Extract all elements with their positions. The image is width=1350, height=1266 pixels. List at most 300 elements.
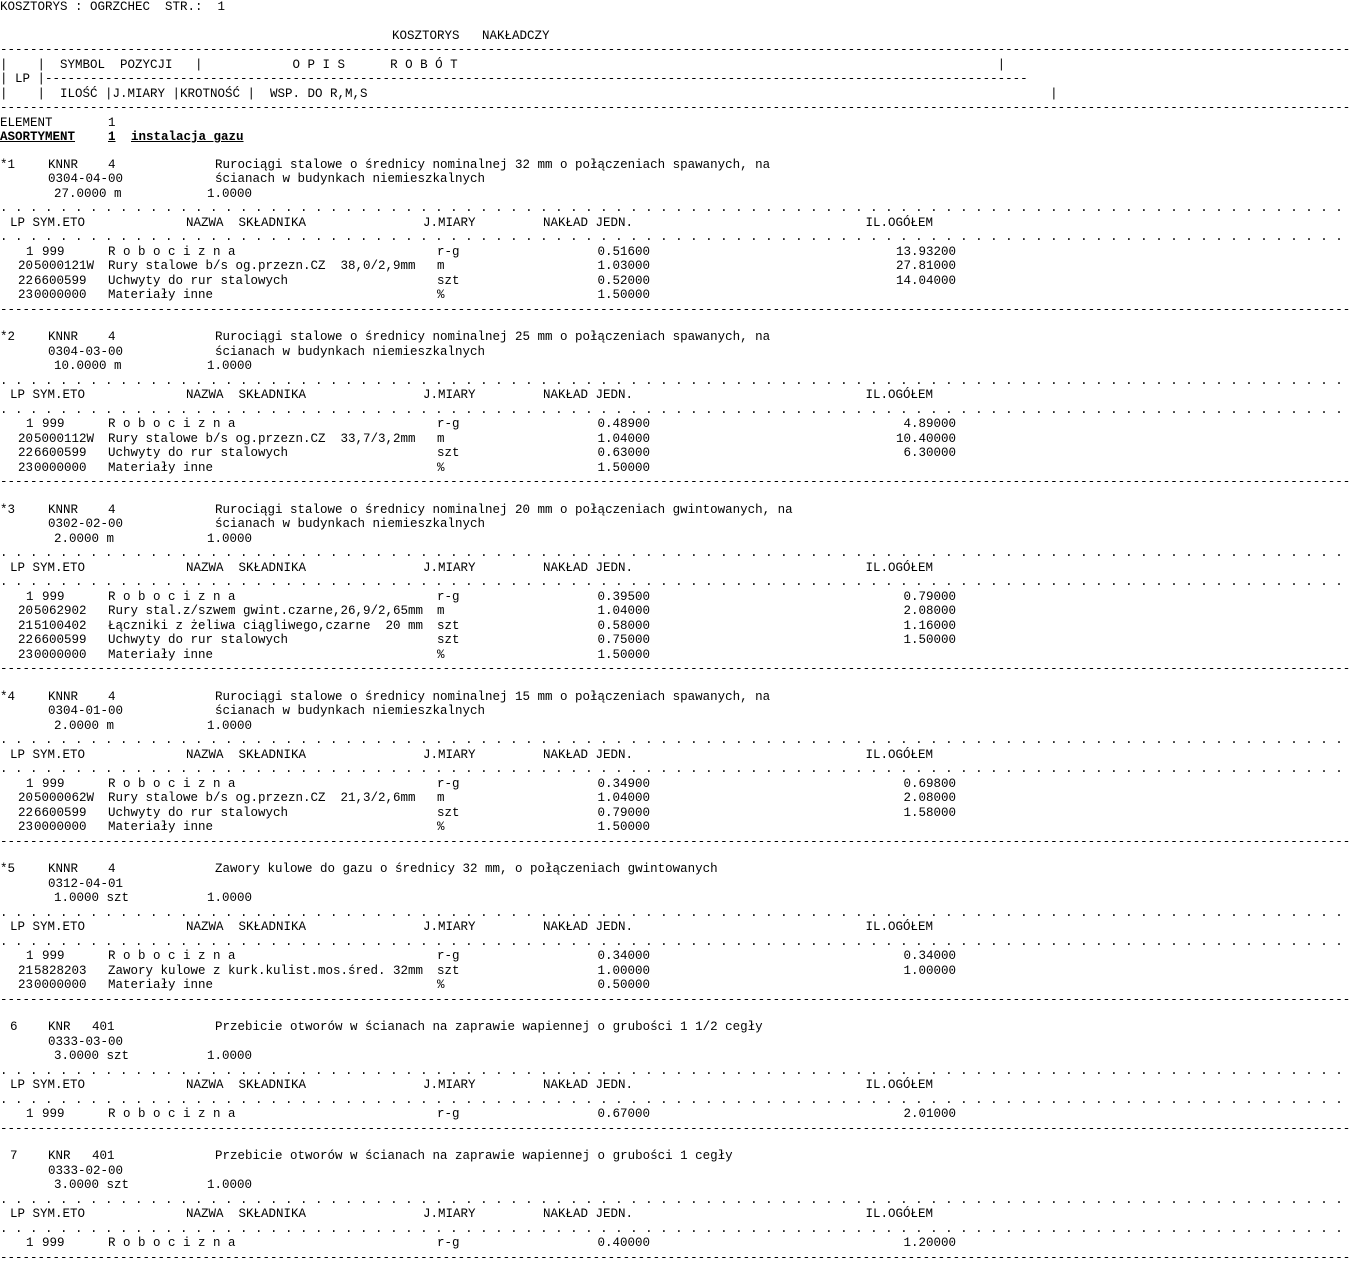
position-code-line xyxy=(0,1035,960,1050)
dotted-line xyxy=(0,230,1350,245)
resource-total: 2.01000 xyxy=(903,1107,956,1121)
dotted-rule: . . . . . . . . . . . . . . . . . . . . . . . . . . . . . . . . . . . . . . . . . . . . . . . . . . . . . . . . . . . . . . . . . . . . . . . . . . . . . . . . . . . . . . . . . . xyxy=(0,230,1350,244)
resource-norm: 1.04000 xyxy=(597,791,650,805)
position-description: Rurociągi stalowe o średnicy nominalnej 25 mm o połączeniach spawanych, na xyxy=(215,330,771,344)
col-header-norm: NAKŁAD JEDN. xyxy=(543,920,634,934)
col-header-name: NAZWA SKŁADNIKA xyxy=(186,215,307,230)
resource-row xyxy=(0,619,960,634)
dotted-line xyxy=(0,934,1350,950)
col-header-norm: NAKŁAD JEDN. xyxy=(543,1207,634,1221)
position-multiplier: 1.0000 xyxy=(207,359,253,373)
rule-line xyxy=(0,834,1350,850)
position-code-line xyxy=(0,172,960,187)
resource-total: 14.04000 xyxy=(895,273,956,288)
resource-name: Uchwyty do rur stalowych xyxy=(108,633,289,647)
dotted-rule: . . . . . . . . . . . . . . . . . . . . . . . . . . . . . . . . . . . . . . . . . . . . . . . . . . . . . . . . . . . . . . . . . . . . . . . . . . . . . . . . . . . . . . . . . . xyxy=(0,575,1350,589)
col-header-name: NAZWA SKŁADNIKA xyxy=(186,747,307,762)
resource-row xyxy=(0,417,960,432)
table-head-2 xyxy=(0,72,1028,87)
dotted-rule: . . . . . . . . . . . . . . . . . . . . . . . . . . . . . . . . . . . . . . . . . . . . . . . . . . . . . . . . . . . . . . . . . . . . . . . . . . . . . . . . . . . . . . . . . . xyxy=(0,905,1350,920)
resource-name: Rury stalowe b/s og.przezn.CZ 21,3/2,6mm xyxy=(108,791,416,805)
resource-symbol: 5828203 xyxy=(34,963,87,978)
rule: ------------------------------------------------------------------------------------------------------------------------------------------------------------------------------------ xyxy=(0,1121,1350,1136)
page-title: KOSZTORYS : OGRZCHEC STR.: 1 xyxy=(0,0,226,14)
resource-unit: % xyxy=(437,820,445,834)
resource-unit: m xyxy=(437,259,445,273)
resource-symbol: 999 xyxy=(42,949,65,963)
element-line xyxy=(0,116,960,131)
position-line xyxy=(0,503,960,518)
catalog-number: 401 xyxy=(92,1020,115,1034)
resource-total: 1.20000 xyxy=(903,1236,956,1250)
position-code-line xyxy=(0,704,960,719)
resource-total: 1.00000 xyxy=(903,963,956,978)
report-subtitle: KOSZTORYS NAKŁADCZY xyxy=(392,28,550,43)
columns-header-line xyxy=(0,388,960,403)
position-quantity: 3.0000 szt xyxy=(54,1049,130,1063)
col-header-name: NAZWA SKŁADNIKA xyxy=(186,388,307,402)
col-header-total: IL.OGÓŁEM xyxy=(865,215,933,230)
position-number: *4 xyxy=(0,689,16,704)
resource-total: 0.69800 xyxy=(903,776,956,791)
resource-total: 0.34000 xyxy=(903,949,956,963)
position-number: 7 xyxy=(10,1149,18,1163)
dotted-rule: . . . . . . . . . . . . . . . . . . . . . . . . . . . . . . . . . . . . . . . . . . . . . . . . . . . . . . . . . . . . . . . . . . . . . . . . . . . . . . . . . . . . . . . . . . xyxy=(0,1192,1350,1207)
quantity-line xyxy=(0,719,960,734)
position-quantity: 27.0000 m xyxy=(54,186,122,201)
resource-lp: 22 xyxy=(18,633,34,647)
catalog-name: KNR xyxy=(48,1149,71,1163)
resource-symbol: 5100402 xyxy=(34,618,87,633)
position-multiplier: 1.0000 xyxy=(207,718,253,733)
resource-name: Łączniki z żeliwa ciągliwego,czarne 20 mm xyxy=(108,618,424,633)
col-header-unit: J.MIARY xyxy=(423,747,476,762)
resource-unit: r-g xyxy=(437,1107,460,1121)
dotted-rule: . . . . . . . . . . . . . . . . . . . . . . . . . . . . . . . . . . . . . . . . . . . . . . . . . . . . . . . . . . . . . . . . . . . . . . . . . . . . . . . . . . . . . . . . . . xyxy=(0,546,1350,560)
title-line xyxy=(0,0,960,15)
col-header-norm: NAKŁAD JEDN. xyxy=(543,1078,634,1092)
catalog-number: 401 xyxy=(92,1149,115,1163)
dotted-line xyxy=(0,1063,1350,1079)
position-number: 6 xyxy=(10,1020,18,1034)
catalog-name: KNNR xyxy=(48,689,79,704)
col-header-total: IL.OGÓŁEM xyxy=(865,560,933,575)
resource-total: 1.16000 xyxy=(903,618,956,633)
element-label: ELEMENT xyxy=(0,115,53,130)
resource-norm: 1.04000 xyxy=(597,431,650,446)
position-number: *3 xyxy=(0,502,16,517)
columns-header-line xyxy=(0,1207,960,1222)
position-number: *1 xyxy=(0,157,16,172)
resource-row xyxy=(0,964,960,979)
resource-row xyxy=(0,1107,960,1122)
position-line xyxy=(0,862,960,877)
resource-lp: 1 xyxy=(26,776,34,791)
rule-line xyxy=(0,302,1350,318)
resource-name: Rury stalowe b/s og.przezn.CZ 38,0/2,9mm xyxy=(108,259,416,273)
dotted-line xyxy=(0,373,1350,389)
resource-norm: 0.63000 xyxy=(597,446,650,460)
resource-lp: 22 xyxy=(18,273,34,288)
rule: ------------------------------------------------------------------------------------------------------------------------------------------------------------------------------------ xyxy=(0,475,1350,489)
resource-total: 27.81000 xyxy=(895,259,956,273)
resource-norm: 0.34000 xyxy=(597,949,650,963)
position-description-cont: ścianach w budynkach niemieszkalnych xyxy=(215,704,486,718)
position-description: Rurociągi stalowe o średnicy nominalnej 20 mm o połączeniach gwintowanych, na xyxy=(215,502,793,517)
resource-symbol: 5000121W xyxy=(34,259,95,273)
resource-unit: r-g xyxy=(437,776,460,791)
resource-symbol: 0000000 xyxy=(34,288,87,302)
col-header-lp: LP SYM.ETO xyxy=(10,215,86,230)
resource-lp: 23 xyxy=(18,460,34,475)
col-header-lp: LP SYM.ETO xyxy=(10,388,86,402)
resource-norm: 0.34900 xyxy=(597,776,650,791)
resource-norm: 0.48900 xyxy=(597,417,650,431)
table-head-3 xyxy=(0,86,1058,102)
resource-symbol: 999 xyxy=(42,1107,65,1121)
element-number: 1 xyxy=(108,115,116,130)
resource-row xyxy=(0,949,960,964)
position-code-line xyxy=(0,345,960,360)
position-code: 0304-04-00 xyxy=(48,172,124,186)
position-multiplier: 1.0000 xyxy=(207,1178,253,1192)
dotted-rule: . . . . . . . . . . . . . . . . . . . . . . . . . . . . . . . . . . . . . . . . . . . . . . . . . . . . . . . . . . . . . . . . . . . . . . . . . . . . . . . . . . . . . . . . . . xyxy=(0,733,1350,747)
position-code-line xyxy=(0,517,960,532)
position-description-cont: ścianach w budynkach niemieszkalnych xyxy=(215,517,486,531)
catalog-number: 4 xyxy=(108,689,116,704)
resource-norm: 1.50000 xyxy=(597,460,650,475)
assortment-label: ASORTYMENT xyxy=(0,130,76,144)
rule: ------------------------------------------------------------------------------------------------------------------------------------------------------------------------------------ xyxy=(0,302,1350,317)
position-multiplier: 1.0000 xyxy=(207,186,253,201)
resource-row xyxy=(0,806,960,821)
resource-symbol: 999 xyxy=(42,589,65,604)
table-head-text: | | SYMBOL POZYCJI | O P I S R O B Ó T | xyxy=(0,57,1006,72)
table-head-1 xyxy=(0,57,1006,73)
table-head-text: | LP |----------------------------------------------------------------------------------------------------------------------------------- xyxy=(0,72,1028,86)
position-description: Przebicie otworów w ścianach na zaprawie wapiennej o grubości 1 1/2 cegły xyxy=(215,1020,763,1034)
resource-symbol: 6600599 xyxy=(34,805,87,820)
col-header-total: IL.OGÓŁEM xyxy=(865,747,933,762)
resource-row xyxy=(0,978,960,993)
resource-row xyxy=(0,820,960,835)
dotted-rule: . . . . . . . . . . . . . . . . . . . . . . . . . . . . . . . . . . . . . . . . . . . . . . . . . . . . . . . . . . . . . . . . . . . . . . . . . . . . . . . . . . . . . . . . . . xyxy=(0,934,1350,949)
col-header-lp: LP SYM.ETO xyxy=(10,560,86,575)
col-header-lp: LP SYM.ETO xyxy=(10,1078,86,1092)
resource-symbol: 0000000 xyxy=(34,460,87,475)
position-line xyxy=(0,1020,960,1035)
resource-unit: r-g xyxy=(437,949,460,963)
resource-unit: m xyxy=(437,431,445,446)
position-multiplier: 1.0000 xyxy=(207,531,253,546)
resource-unit: szt xyxy=(437,273,460,288)
rule-line xyxy=(0,662,1350,677)
dotted-rule: . . . . . . . . . . . . . . . . . . . . . . . . . . . . . . . . . . . . . . . . . . . . . . . . . . . . . . . . . . . . . . . . . . . . . . . . . . . . . . . . . . . . . . . . . . xyxy=(0,373,1350,388)
position-quantity: 10.0000 m xyxy=(54,359,122,373)
resource-name: R o b o c i z n a xyxy=(108,417,236,431)
resource-total: 1.58000 xyxy=(903,805,956,820)
col-header-unit: J.MIARY xyxy=(423,920,476,934)
resource-norm: 0.40000 xyxy=(597,1236,650,1250)
resource-total: 13.93200 xyxy=(895,244,956,259)
resource-total: 1.50000 xyxy=(903,633,956,647)
resource-unit: szt xyxy=(437,633,460,647)
resource-total: 6.30000 xyxy=(903,446,956,460)
position-code: 0333-02-00 xyxy=(48,1163,124,1178)
resource-norm: 0.50000 xyxy=(597,978,650,992)
resource-lp: 1 xyxy=(26,1107,34,1121)
resource-row xyxy=(0,648,960,663)
dotted-line xyxy=(0,201,1350,216)
rule-line xyxy=(0,101,1350,116)
resource-lp: 21 xyxy=(18,963,34,978)
resource-unit: m xyxy=(437,604,445,618)
position-quantity: 2.0000 m xyxy=(54,718,115,733)
resource-lp: 1 xyxy=(26,1236,34,1250)
dotted-rule: . . . . . . . . . . . . . . . . . . . . . . . . . . . . . . . . . . . . . . . . . . . . . . . . . . . . . . . . . . . . . . . . . . . . . . . . . . . . . . . . . . . . . . . . . . xyxy=(0,1063,1350,1078)
resource-symbol: 0000000 xyxy=(34,647,87,662)
resource-symbol: 0000000 xyxy=(34,978,87,992)
quantity-line xyxy=(0,359,960,374)
resource-norm: 1.50000 xyxy=(597,820,650,834)
position-number: *5 xyxy=(0,862,16,876)
resource-row xyxy=(0,288,960,303)
resource-unit: r-g xyxy=(437,1236,460,1250)
rule: ------------------------------------------------------------------------------------------------------------------------------------------------------------------------------------ xyxy=(0,101,1350,115)
col-header-name: NAZWA SKŁADNIKA xyxy=(186,1078,307,1092)
dotted-rule: . . . . . . . . . . . . . . . . . . . . . . . . . . . . . . . . . . . . . . . . . . . . . . . . . . . . . . . . . . . . . . . . . . . . . . . . . . . . . . . . . . . . . . . . . . xyxy=(0,1221,1350,1236)
col-header-name: NAZWA SKŁADNIKA xyxy=(186,920,307,934)
resource-lp: 23 xyxy=(18,820,34,834)
position-quantity: 1.0000 szt xyxy=(54,891,130,905)
resource-norm: 0.79000 xyxy=(597,805,650,820)
assortment-line xyxy=(0,130,960,145)
columns-header-line xyxy=(0,1078,960,1093)
col-header-lp: LP SYM.ETO xyxy=(10,747,86,762)
col-header-total: IL.OGÓŁEM xyxy=(865,920,933,934)
resource-symbol: 6600599 xyxy=(34,446,87,460)
catalog-number: 4 xyxy=(108,330,116,344)
dotted-line xyxy=(0,402,1350,418)
dotted-line xyxy=(0,733,1350,748)
col-header-norm: NAKŁAD JEDN. xyxy=(543,215,634,230)
col-header-unit: J.MIARY xyxy=(423,215,476,230)
dotted-rule: . . . . . . . . . . . . . . . . . . . . . . . . . . . . . . . . . . . . . . . . . . . . . . . . . . . . . . . . . . . . . . . . . . . . . . . . . . . . . . . . . . . . . . . . . . xyxy=(0,201,1350,215)
dotted-line xyxy=(0,1221,1350,1237)
resource-lp: 23 xyxy=(18,647,34,662)
resource-unit: r-g xyxy=(437,417,460,431)
resource-row xyxy=(0,245,960,260)
columns-header-line xyxy=(0,561,960,576)
resource-norm: 1.00000 xyxy=(597,963,650,978)
catalog-name: KNNR xyxy=(48,330,79,344)
rule-line xyxy=(0,1121,1350,1137)
resource-symbol: 999 xyxy=(42,1236,65,1250)
position-code: 0302-02-00 xyxy=(48,517,124,531)
resource-row xyxy=(0,432,960,447)
resource-name: Materiały inne xyxy=(108,820,214,834)
col-header-name: NAZWA SKŁADNIKA xyxy=(186,560,307,575)
resource-total: 10.40000 xyxy=(895,431,956,446)
resource-total: 2.08000 xyxy=(903,604,956,618)
position-description: Rurociągi stalowe o średnicy nominalnej 32 mm o połączeniach spawanych, na xyxy=(215,157,771,172)
resource-name: Uchwyty do rur stalowych xyxy=(108,273,289,288)
col-header-lp: LP SYM.ETO xyxy=(10,1207,86,1221)
position-line xyxy=(0,1149,960,1164)
resource-name: R o b o c i z n a xyxy=(108,949,236,963)
resource-lp: 1 xyxy=(26,949,34,963)
rule-line xyxy=(0,1250,1350,1266)
resource-symbol: 999 xyxy=(42,244,65,259)
resource-lp: 20 xyxy=(18,431,34,446)
resource-unit: % xyxy=(437,460,445,475)
dotted-rule: . . . . . . . . . . . . . . . . . . . . . . . . . . . . . . . . . . . . . . . . . . . . . . . . . . . . . . . . . . . . . . . . . . . . . . . . . . . . . . . . . . . . . . . . . . xyxy=(0,402,1350,417)
resource-name: Rury stal.z/szwem gwint.czarne,26,9/2,65mm xyxy=(108,604,424,618)
resource-total: 4.89000 xyxy=(903,417,956,431)
dotted-line xyxy=(0,546,1350,561)
col-header-total: IL.OGÓŁEM xyxy=(865,1078,933,1092)
resource-row xyxy=(0,461,960,476)
col-header-unit: J.MIARY xyxy=(423,560,476,575)
resource-name: Uchwyty do rur stalowych xyxy=(108,446,289,460)
resource-name: R o b o c i z n a xyxy=(108,244,236,259)
position-description-cont: ścianach w budynkach niemieszkalnych xyxy=(215,344,486,359)
resource-lp: 21 xyxy=(18,618,34,633)
resource-norm: 0.52000 xyxy=(597,273,650,288)
rule: ------------------------------------------------------------------------------------------------------------------------------------------------------------------------------------ xyxy=(0,43,1350,57)
columns-header-line xyxy=(0,920,960,935)
resource-name: Materiały inne xyxy=(108,978,214,992)
position-description: Rurociągi stalowe o średnicy nominalnej 15 mm o połączeniach spawanych, na xyxy=(215,689,771,704)
rule: ------------------------------------------------------------------------------------------------------------------------------------------------------------------------------------ xyxy=(0,992,1350,1007)
catalog-number: 4 xyxy=(108,862,116,876)
resource-name: R o b o c i z n a xyxy=(108,589,236,604)
resource-name: R o b o c i z n a xyxy=(108,1236,236,1250)
resource-symbol: 6600599 xyxy=(34,273,87,288)
col-header-norm: NAKŁAD JEDN. xyxy=(543,560,634,575)
resource-lp: 1 xyxy=(26,589,34,604)
resource-row xyxy=(0,1236,960,1251)
col-header-unit: J.MIARY xyxy=(423,1078,476,1092)
resource-norm: 0.39500 xyxy=(597,589,650,604)
col-header-lp: LP SYM.ETO xyxy=(10,920,86,934)
resource-lp: 1 xyxy=(26,417,34,431)
resource-name: Rury stalowe b/s og.przezn.CZ 33,7/3,2mm xyxy=(108,431,416,446)
resource-name: Uchwyty do rur stalowych xyxy=(108,805,289,820)
resource-symbol: 5000112W xyxy=(34,431,95,446)
dotted-rule: . . . . . . . . . . . . . . . . . . . . . . . . . . . . . . . . . . . . . . . . . . . . . . . . . . . . . . . . . . . . . . . . . . . . . . . . . . . . . . . . . . . . . . . . . . xyxy=(0,1092,1350,1107)
position-line xyxy=(0,330,960,345)
resource-name: Zawory kulowe z kurk.kulist.mos.śred. 32mm xyxy=(108,963,424,978)
resource-norm: 1.50000 xyxy=(597,647,650,662)
dotted-line xyxy=(0,1192,1350,1208)
position-code-line xyxy=(0,1164,960,1179)
resource-norm: 0.51600 xyxy=(597,244,650,259)
columns-header-line xyxy=(0,748,960,763)
resource-unit: szt xyxy=(437,618,460,633)
position-description: Zawory kulowe do gazu o średnicy 32 mm, o połączeniach gwintowanych xyxy=(215,862,718,876)
resource-unit: szt xyxy=(437,446,460,460)
dotted-line xyxy=(0,905,1350,921)
position-code-line xyxy=(0,877,960,892)
quantity-line xyxy=(0,891,960,906)
position-code: 0304-03-00 xyxy=(48,344,124,359)
resource-name: Materiały inne xyxy=(108,460,214,475)
rule: ------------------------------------------------------------------------------------------------------------------------------------------------------------------------------------ xyxy=(0,662,1350,676)
resource-symbol: 999 xyxy=(42,417,65,431)
resource-name: R o b o c i z n a xyxy=(108,776,236,791)
resource-row xyxy=(0,274,960,289)
dotted-rule: . . . . . . . . . . . . . . . . . . . . . . . . . . . . . . . . . . . . . . . . . . . . . . . . . . . . . . . . . . . . . . . . . . . . . . . . . . . . . . . . . . . . . . . . . . xyxy=(0,762,1350,776)
resource-row xyxy=(0,446,960,461)
resource-unit: % xyxy=(437,288,445,302)
resource-name: R o b o c i z n a xyxy=(108,1107,236,1121)
resource-name: Materiały inne xyxy=(108,647,214,662)
resource-unit: r-g xyxy=(437,244,460,259)
position-multiplier: 1.0000 xyxy=(207,891,253,905)
resource-lp: 20 xyxy=(18,259,34,273)
resource-norm: 0.75000 xyxy=(597,633,650,647)
resource-unit: szt xyxy=(437,805,460,820)
position-multiplier: 1.0000 xyxy=(207,1049,253,1063)
resource-symbol: 999 xyxy=(42,776,65,791)
dotted-line xyxy=(0,762,1350,777)
quantity-line xyxy=(0,187,960,202)
quantity-line xyxy=(0,532,960,547)
catalog-number: 4 xyxy=(108,157,116,172)
resource-lp: 1 xyxy=(26,244,34,259)
rule-line xyxy=(0,43,1350,58)
catalog-name: KNR xyxy=(48,1020,71,1034)
resource-lp: 23 xyxy=(18,978,34,992)
resource-symbol: 5062902 xyxy=(34,604,87,618)
assortment-name: instalacja gazu xyxy=(131,130,244,144)
resource-lp: 22 xyxy=(18,805,34,820)
resource-norm: 0.58000 xyxy=(597,618,650,633)
assortment-number: 1 xyxy=(108,130,116,144)
catalog-number: 4 xyxy=(108,502,116,517)
catalog-name: KNNR xyxy=(48,502,79,517)
resource-norm: 1.50000 xyxy=(597,288,650,302)
resource-row xyxy=(0,604,960,619)
table-head-text: | | ILOŚĆ |J.MIARY |KROTNOŚĆ | WSP. DO R,M,S | xyxy=(0,86,1058,101)
position-code: 0333-03-00 xyxy=(48,1034,124,1049)
dotted-line xyxy=(0,575,1350,590)
position-description: Przebicie otworów w ścianach na zaprawie wapiennej o grubości 1 cegły xyxy=(215,1149,733,1163)
resource-lp: 22 xyxy=(18,446,34,460)
resource-unit: r-g xyxy=(437,589,460,604)
resource-total: 0.79000 xyxy=(903,589,956,604)
resource-lp: 20 xyxy=(18,791,34,805)
rule-line xyxy=(0,475,1350,490)
col-header-total: IL.OGÓŁEM xyxy=(865,388,933,402)
quantity-line xyxy=(0,1178,960,1193)
resource-unit: % xyxy=(437,978,445,992)
position-quantity: 3.0000 szt xyxy=(54,1178,130,1192)
position-code: 0304-01-00 xyxy=(48,704,124,718)
col-header-norm: NAKŁAD JEDN. xyxy=(543,747,634,762)
resource-row xyxy=(0,777,960,792)
rule-line xyxy=(0,992,1350,1008)
resource-symbol: 5000062W xyxy=(34,791,95,805)
dotted-line xyxy=(0,1092,1350,1108)
position-code: 0312-04-01 xyxy=(48,876,124,891)
catalog-name: KNNR xyxy=(48,157,79,172)
position-line xyxy=(0,690,960,705)
catalog-name: KNNR xyxy=(48,862,79,876)
resource-norm: 1.03000 xyxy=(597,259,650,273)
rule: ------------------------------------------------------------------------------------------------------------------------------------------------------------------------------------ xyxy=(0,834,1350,849)
